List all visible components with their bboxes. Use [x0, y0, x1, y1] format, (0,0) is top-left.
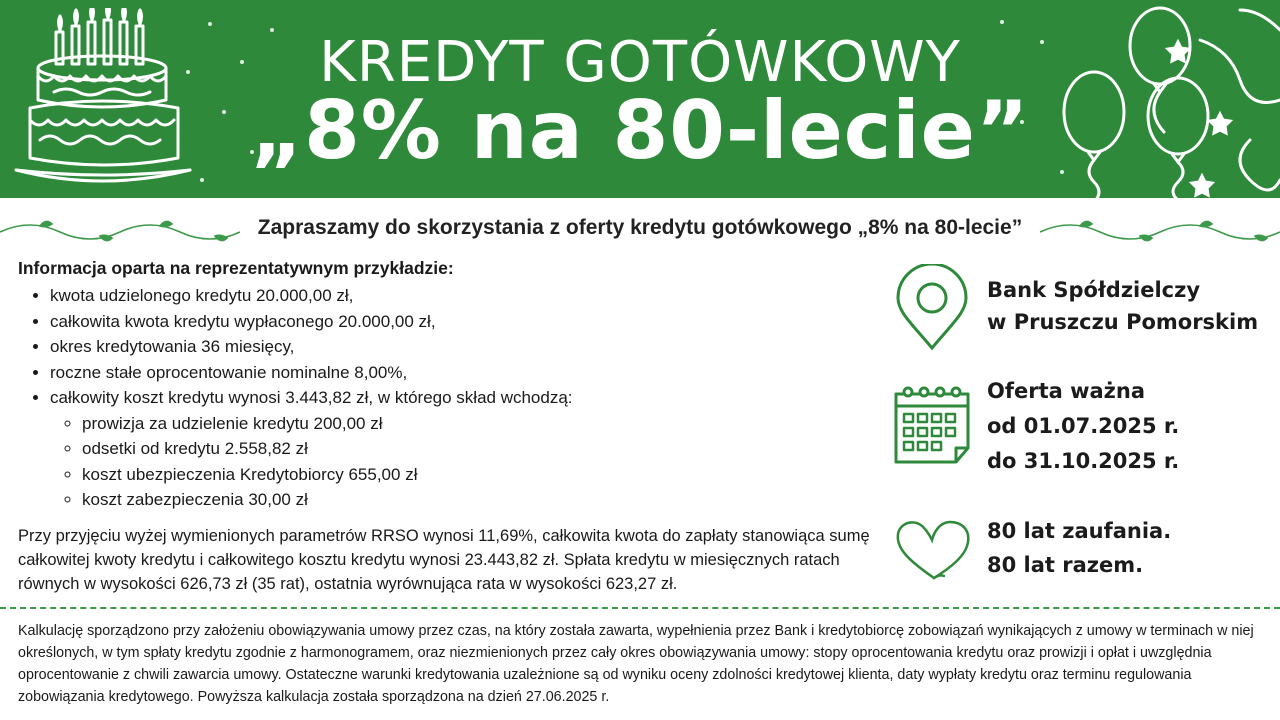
offer-label: Oferta ważna — [987, 379, 1146, 403]
calendar-icon — [892, 382, 972, 468]
example-heading: Informacja oparta na reprezentatywnym przykładzie: — [18, 258, 454, 278]
sublist-item: ◦ koszt ubezpieczenia Kredytobiorcy 655,00 zł — [82, 462, 878, 488]
banner-promo-name: „8% na 80-lecie” — [250, 84, 1030, 177]
sublist-item: ◦ odsetki od kredytu 2.558,82 zł — [82, 436, 878, 462]
banner-title: KREDYT GOTÓWKOWY — [319, 30, 961, 95]
dashed-divider — [0, 607, 1280, 609]
invite-row — [0, 210, 1280, 250]
bank-name-line2: w Pruszczu Pomorskim — [987, 310, 1259, 334]
list-item — [50, 385, 878, 513]
promo-banner — [0, 0, 1280, 198]
slogan-line2: 80 lat razem. — [987, 553, 1144, 577]
vine-ornament-right-icon — [1040, 210, 1280, 250]
list-item: • okres kredytowania 36 miesięcy, — [50, 334, 878, 360]
location-pin-icon — [892, 264, 972, 354]
list-item-text: całkowity koszt kredytu wynosi 3.443,82 zł, w którego skład wchodzą: — [50, 388, 573, 407]
invite-text: Zapraszamy do skorzystania z oferty kredytu gotówkowego „8% na 80-lecie” — [257, 216, 1023, 239]
list-item: • roczne stałe oprocentowanie nominalne 8,00%, — [50, 360, 878, 386]
confetti-dot — [1000, 20, 1004, 24]
heart-icon — [894, 516, 974, 586]
bank-name-line1: Bank Spółdzielczy — [987, 278, 1201, 302]
list-item: • całkowita kwota kredytu wypłaconego 20.000,00 zł, — [50, 309, 878, 335]
balloons-icon — [1050, 0, 1280, 198]
confetti-dot — [208, 22, 212, 26]
offer-end-date: do 31.10.2025 r. — [987, 449, 1180, 473]
rrso-summary: Przy przyjęciu wyżej wymienionych parametrów RRSO wynosi 11,69%, całkowita kwota do zapłaty stanowiąca sumę całkowitej kwoty kredytu i całkowitego kosztu kredytu wynosi 23.443,82 zł. Spłata kredytu w miesięcznych ratach równych w wysokości 626,73 zł (35 rat), ostatnia wyrównująca rata w wysokości 623,27 zł. — [18, 527, 870, 593]
example-list — [18, 283, 878, 513]
sublist-item: ◦ prowizja za udzielenie kredytu 200,00 zł — [82, 411, 878, 437]
representative-example — [18, 258, 878, 513]
sublist-item: ◦ koszt zabezpieczenia 30,00 zł — [82, 487, 878, 513]
confetti-dot — [200, 178, 204, 182]
list-item: • kwota udzielonego kredytu 20.000,00 zł, — [50, 283, 878, 309]
offer-start-date: od 01.07.2025 r. — [987, 414, 1180, 438]
slogan-line1: 80 lat zaufania. — [987, 519, 1172, 543]
footer-disclaimer: Kalkulację sporządzono przy założeniu obowiązywania umowy przez czas, na który została zawarta, wypełnienia przez Bank i kredytobiorcę zobowiązań wynikających z umowy w terminach w niej określonych, w tym spłaty kredytu zgodnie z harmonogramem, oraz niezmienionych przez cały okres obowiązywania umowy: stopy oprocentowania kredytu oraz prowizji i opłat i uwzględnia oprocentowanie z chwili zawarcia umowy. Ostateczne warunki kredytowania uzależnione są od wyniku oceny zdolności kredytowej klienta, daty wypłaty kredytu oraz terminu regulowania zobowiązania kredytowego. Powyższa kalkulacja została sporządzona na dzień 27.06.2025 r. — [18, 623, 1254, 705]
cost-breakdown-list — [50, 411, 878, 513]
